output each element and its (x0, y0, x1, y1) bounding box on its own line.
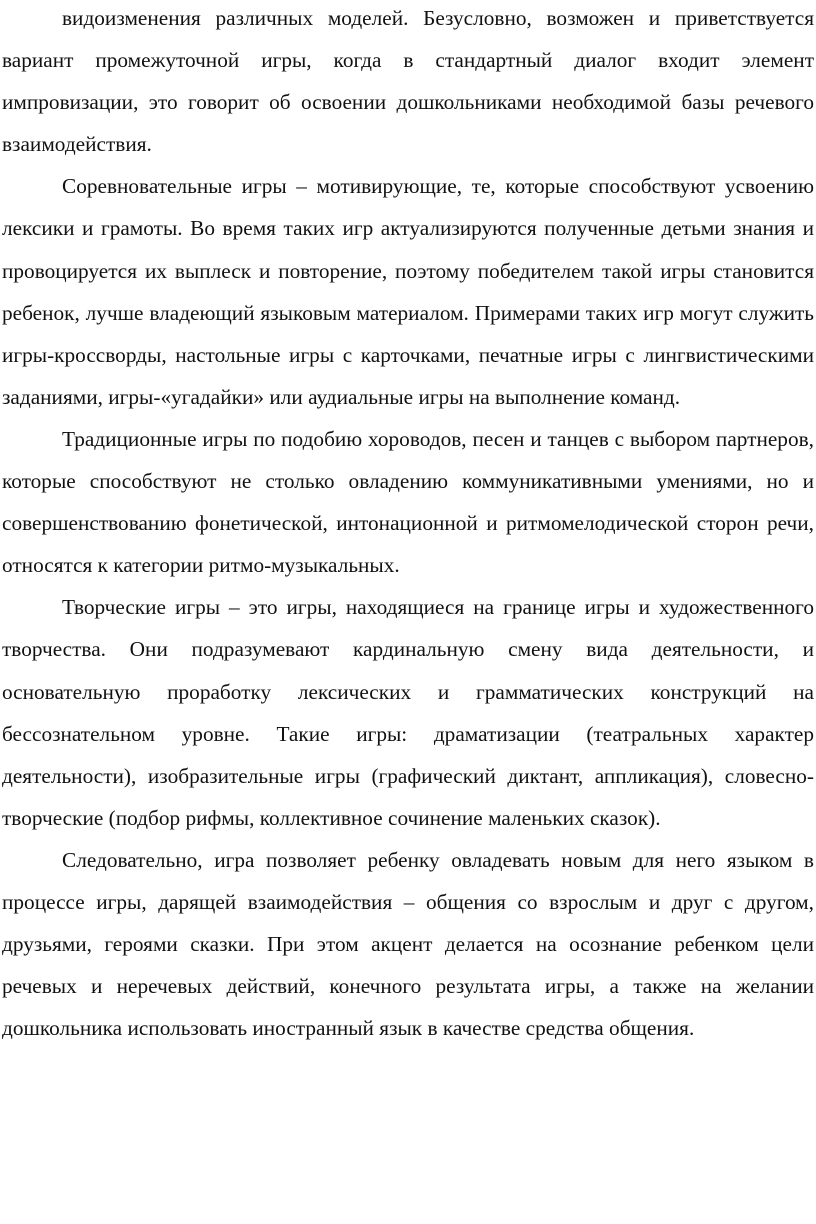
paragraph-competitive-games: Соревновательные игры – мотивирующие, те, которые способствуют усвоению лексики и грамоты. Во время таких игр актуализируются полученные детьми знания и провоцируется их выплеск и повторение, поэтому победителем такой игры становится ребенок, лучше владеющий языковым материалом. Примерами таких игр могут служить игры-кроссворды, настольные игры с карточками, печатные игры с лингвистическими заданиями, игры-«угадайки» или аудиальные игры на выполнение команд. (2, 174, 814, 409)
paragraph-creative-games: Творческие игры – это игры, находящиеся на границе игры и художественного творчества. Они подразумевают кардинальную смену вида деятельности, и основательную проработку лексических и грамматических конструкций на бессознательном уровне. Такие игры: драматизации (театральных характер деятельности), изобразительные игры (графический диктант, аппликация), словесно-творческие (подбор рифмы, коллективное сочинение маленьких сказок). (2, 595, 814, 830)
paragraph-conclusion: Следовательно, игра позволяет ребенку овладевать новым для него языком в процессе игры, дарящей взаимодействия – общения со взрослым и друг с другом, друзьями, героями сказки. При этом акцент делается на осознание ребенком цели речевых и неречевых действий, конечного результата игры, а также на желании дошкольника использовать иностранный язык в качестве средства общения. (2, 847, 814, 1041)
document-page (2, 0, 814, 1049)
paragraph-continuation: видоизменения различных моделей. Безусловно, возможен и приветствуется вариант промежуточной игры, когда в стандартный диалог входит элемент импровизации, это говорит об освоении дошкольниками необходимой базы речевого взаимодействия. (2, 6, 814, 157)
paragraph-traditional-games: Традиционные игры по подобию хороводов, песен и танцев с выбором партнеров, которые способствуют не столько овладению коммуникативными умениями, но и совершенствованию фонетической, интонационной и ритмомелодической сторон речи, относятся к категории ритмо-музыкальных. (2, 426, 814, 578)
